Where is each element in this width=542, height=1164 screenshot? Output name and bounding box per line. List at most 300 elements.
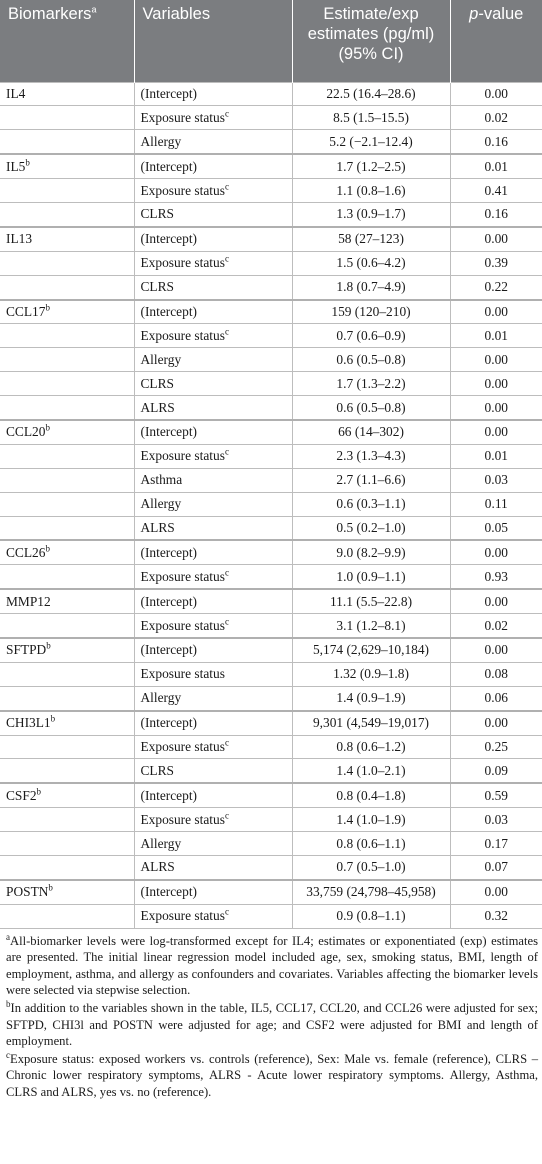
biomarker-cell	[0, 662, 134, 686]
biomarker-cell	[0, 154, 134, 178]
table-row	[0, 468, 542, 492]
biomarker-cell	[0, 492, 134, 516]
pvalue-cell	[450, 759, 542, 783]
estimate-cell-text: 8.5 (1.5–15.5)	[333, 109, 409, 125]
variable-cell-superscript: c	[224, 906, 229, 917]
biomarker-cell	[0, 856, 134, 880]
table-row	[0, 808, 542, 832]
table-row	[0, 82, 542, 106]
pvalue-cell-text: 0.02	[484, 109, 508, 125]
biomarker-cell-text: IL5	[6, 158, 26, 174]
variable-cell	[134, 300, 292, 324]
pvalue-cell-text: 0.17	[484, 835, 508, 851]
estimate-cell	[292, 614, 450, 638]
table-row	[0, 275, 542, 299]
variable-cell-text: (Intercept)	[140, 303, 197, 319]
pvalue-cell	[450, 130, 542, 154]
variable-cell-superscript: c	[224, 810, 229, 821]
biomarker-cell-text: CCL17	[6, 303, 46, 319]
pvalue-cell-text: 0.00	[484, 593, 508, 609]
variable-cell	[134, 275, 292, 299]
estimate-cell-text: 1.7 (1.2–2.5)	[336, 158, 406, 174]
table-row	[0, 589, 542, 613]
estimate-cell	[292, 735, 450, 759]
pvalue-cell-text: 0.00	[484, 642, 508, 658]
variable-cell-text: CLRS	[140, 206, 174, 222]
variable-cell-text: ALRS	[140, 859, 175, 875]
pvalue-cell	[450, 832, 542, 856]
variable-cell-text: Allergy	[140, 496, 182, 512]
pvalue-cell	[450, 468, 542, 492]
variable-cell-text: (Intercept)	[140, 715, 197, 731]
variable-cell	[134, 856, 292, 880]
table-row	[0, 251, 542, 275]
estimate-cell-text: 1.4 (1.0–1.9)	[336, 811, 406, 827]
table-row	[0, 904, 542, 928]
variable-cell	[134, 904, 292, 928]
header-pvalue-italic: p	[469, 5, 479, 23]
estimate-cell-text: 0.6 (0.5–0.8)	[336, 399, 406, 415]
pvalue-cell	[450, 444, 542, 468]
pvalue-cell-text: 0.00	[484, 351, 508, 367]
pvalue-cell-text: 0.00	[484, 399, 508, 415]
pvalue-cell-text: 0.00	[484, 85, 508, 101]
biomarker-cell	[0, 880, 134, 904]
estimate-cell-text: 1.32 (0.9–1.8)	[333, 666, 409, 682]
variable-cell	[134, 348, 292, 372]
variable-cell-superscript: c	[224, 253, 229, 264]
estimate-cell-text: 1.8 (0.7–4.9)	[336, 279, 406, 295]
pvalue-cell-text: 0.16	[484, 133, 508, 149]
variable-cell	[134, 880, 292, 904]
estimate-cell-text: 1.7 (1.3–2.2)	[336, 375, 406, 391]
footnote-text: In addition to the variables shown in the table, IL5, CCL17, CCL20, and CCL26 were adjusted for sex; SFTPD, CHI3l and POSTN were adjusted for age; and CSF2 were adjusted for BMI and length of employment.	[6, 1001, 538, 1049]
pvalue-cell	[450, 348, 542, 372]
pvalue-cell-text: 0.16	[484, 206, 508, 222]
pvalue-cell-text: 0.09	[484, 762, 508, 778]
table-row	[0, 106, 542, 130]
estimate-cell-text: 1.4 (0.9–1.9)	[336, 690, 406, 706]
estimate-cell-text: 1.4 (1.0–2.1)	[336, 762, 406, 778]
biomarker-cell	[0, 444, 134, 468]
table-row	[0, 227, 542, 251]
variable-cell	[134, 106, 292, 130]
pvalue-cell	[450, 735, 542, 759]
estimate-cell	[292, 492, 450, 516]
variable-cell-text: (Intercept)	[140, 231, 197, 247]
estimate-cell	[292, 880, 450, 904]
variable-cell-text: Asthma	[140, 472, 183, 488]
pvalue-cell-text: 0.41	[484, 182, 508, 198]
biomarker-cell	[0, 540, 134, 564]
estimate-cell-text: 2.3 (1.3–4.3)	[336, 448, 406, 464]
variable-cell	[134, 783, 292, 807]
biomarker-cell-superscript: b	[46, 640, 51, 651]
estimate-cell-text: 3.1 (1.2–8.1)	[336, 617, 406, 633]
header-row	[0, 0, 542, 82]
estimate-cell-text: 0.9 (0.8–1.1)	[336, 908, 406, 924]
pvalue-cell	[450, 614, 542, 638]
header-biomarkers-sup: a	[91, 4, 97, 15]
variable-cell	[134, 420, 292, 444]
biomarker-cell	[0, 106, 134, 130]
biomarker-cell-superscript: b	[45, 422, 50, 433]
header-variables: Variables	[134, 0, 292, 82]
variable-cell-text: ALRS	[140, 399, 175, 415]
header-estimate: Estimate/exp estimates (pg/ml) (95% CI)	[292, 0, 450, 82]
table-row	[0, 540, 542, 564]
variable-cell	[134, 372, 292, 396]
variable-cell-text: Allergy	[140, 351, 182, 367]
variable-cell-text: CLRS	[140, 279, 174, 295]
estimate-cell-text: 58 (27–123)	[338, 231, 404, 247]
variable-cell-superscript: c	[224, 446, 229, 457]
pvalue-cell	[450, 396, 542, 420]
table-row	[0, 444, 542, 468]
biomarker-cell-superscript: b	[48, 882, 53, 893]
pvalue-cell-text: 0.00	[484, 715, 508, 731]
table-row	[0, 662, 542, 686]
pvalue-cell	[450, 154, 542, 178]
variable-cell	[134, 227, 292, 251]
variable-cell	[134, 832, 292, 856]
variable-cell-text: Exposure status	[140, 811, 225, 827]
table-row	[0, 492, 542, 516]
variable-cell-text: (Intercept)	[140, 787, 197, 803]
biomarker-cell	[0, 420, 134, 444]
biomarker-cell	[0, 468, 134, 492]
variable-cell-text: (Intercept)	[140, 884, 197, 900]
table-row	[0, 783, 542, 807]
biomarker-cell-text: CCL26	[6, 544, 46, 560]
biomarker-cell	[0, 686, 134, 710]
estimate-cell-text: 5.2 (−2.1–12.4)	[329, 133, 413, 149]
table-row	[0, 300, 542, 324]
estimate-cell-text: 33,759 (24,798–45,958)	[306, 884, 436, 900]
variable-cell-text: (Intercept)	[140, 158, 197, 174]
variable-cell-superscript: c	[224, 737, 229, 748]
variable-cell-text: Allergy	[140, 133, 182, 149]
table-row	[0, 130, 542, 154]
estimate-cell	[292, 565, 450, 589]
variable-cell-text: Exposure status	[140, 182, 225, 198]
variable-cell-text: CLRS	[140, 762, 174, 778]
variable-cell	[134, 516, 292, 540]
pvalue-cell-text: 0.03	[484, 811, 508, 827]
table-row	[0, 759, 542, 783]
estimate-cell-text: 66 (14–302)	[338, 424, 404, 440]
biomarker-cell	[0, 589, 134, 613]
estimate-cell	[292, 251, 450, 275]
biomarker-cell-text: CHI3L1	[6, 715, 51, 731]
estimate-cell	[292, 444, 450, 468]
variable-cell	[134, 565, 292, 589]
pvalue-cell	[450, 711, 542, 735]
estimate-cell	[292, 783, 450, 807]
biomarker-cell	[0, 614, 134, 638]
table-row	[0, 735, 542, 759]
variable-cell-superscript: c	[224, 567, 229, 578]
variable-cell	[134, 614, 292, 638]
estimate-cell-text: 9,301 (4,549–19,017)	[312, 715, 430, 731]
pvalue-cell	[450, 589, 542, 613]
biomarker-cell-text: CCL20	[6, 424, 46, 440]
variable-cell	[134, 202, 292, 226]
pvalue-cell-text: 0.22	[484, 279, 508, 295]
header-biomarkers	[0, 0, 134, 82]
table-row	[0, 324, 542, 348]
pvalue-cell-text: 0.01	[484, 158, 508, 174]
biomarker-cell	[0, 348, 134, 372]
pvalue-cell-text: 0.00	[484, 303, 508, 319]
biomarker-cell-superscript: b	[50, 713, 56, 724]
estimate-cell	[292, 300, 450, 324]
table-row	[0, 614, 542, 638]
estimate-cell	[292, 711, 450, 735]
pvalue-cell-text: 0.00	[484, 424, 508, 440]
estimate-cell-text: 0.7 (0.6–0.9)	[336, 327, 406, 343]
variable-cell-text: Exposure status	[140, 255, 225, 271]
biomarker-cell	[0, 808, 134, 832]
pvalue-cell	[450, 324, 542, 348]
estimate-cell	[292, 662, 450, 686]
footnote-mark: c	[6, 1049, 10, 1060]
table-row	[0, 880, 542, 904]
variable-cell-text: (Intercept)	[140, 424, 197, 440]
footnote-mark: b	[6, 998, 11, 1009]
pvalue-cell-text: 0.00	[484, 375, 508, 391]
estimate-cell	[292, 179, 450, 203]
header-biomarkers-label: Biomarkers	[8, 5, 92, 23]
estimate-cell	[292, 348, 450, 372]
footnote	[6, 933, 538, 999]
biomarker-cell	[0, 396, 134, 420]
biomarker-cell-text: SFTPD	[6, 642, 47, 658]
pvalue-cell	[450, 565, 542, 589]
biomarker-cell-superscript: b	[36, 786, 42, 797]
table-row	[0, 348, 542, 372]
pvalue-cell	[450, 227, 542, 251]
estimate-cell	[292, 372, 450, 396]
estimate-cell	[292, 638, 450, 662]
table-row	[0, 420, 542, 444]
pvalue-cell-text: 0.07	[484, 859, 508, 875]
variable-cell-text: Exposure status	[140, 448, 225, 464]
biomarker-cell	[0, 251, 134, 275]
estimate-cell-text: 5,174 (2,629–10,184)	[312, 642, 430, 658]
variable-cell-text: Exposure status	[140, 617, 225, 633]
pvalue-cell	[450, 82, 542, 106]
variable-cell	[134, 759, 292, 783]
biomarker-cell	[0, 130, 134, 154]
variable-cell	[134, 324, 292, 348]
variable-cell-text: Allergy	[140, 835, 182, 851]
variable-cell-text: Exposure status	[140, 327, 225, 343]
pvalue-cell	[450, 372, 542, 396]
pvalue-cell-text: 0.59	[484, 787, 508, 803]
estimate-cell	[292, 324, 450, 348]
variable-cell	[134, 179, 292, 203]
pvalue-cell-text: 0.00	[484, 544, 508, 560]
variable-cell	[134, 468, 292, 492]
variable-cell	[134, 444, 292, 468]
pvalue-cell-text: 0.00	[484, 884, 508, 900]
table-body	[0, 82, 542, 928]
variable-cell-text: Exposure status	[140, 738, 225, 754]
estimate-cell	[292, 130, 450, 154]
variable-cell	[134, 251, 292, 275]
table-row	[0, 686, 542, 710]
pvalue-cell-text: 0.01	[484, 327, 508, 343]
biomarker-cell	[0, 783, 134, 807]
estimate-cell-text: 9.0 (8.2–9.9)	[336, 544, 406, 560]
table-row	[0, 638, 542, 662]
biomarker-cell	[0, 832, 134, 856]
variable-cell-text: (Intercept)	[140, 593, 197, 609]
pvalue-cell	[450, 783, 542, 807]
table-header	[0, 0, 542, 82]
table-row	[0, 179, 542, 203]
variable-cell	[134, 662, 292, 686]
header-pvalue-rest: -value	[478, 5, 524, 23]
biomarker-cell	[0, 227, 134, 251]
pvalue-cell	[450, 808, 542, 832]
estimate-cell	[292, 808, 450, 832]
biomarker-cell	[0, 711, 134, 735]
estimate-cell	[292, 106, 450, 130]
variable-cell-superscript: c	[224, 616, 229, 627]
header-pvalue	[450, 0, 542, 82]
estimate-cell	[292, 686, 450, 710]
biomarker-cell-text: POSTN	[6, 884, 49, 900]
biomarker-cell	[0, 759, 134, 783]
pvalue-cell	[450, 275, 542, 299]
table-row	[0, 372, 542, 396]
footnotes	[0, 929, 542, 1101]
estimate-cell	[292, 540, 450, 564]
pvalue-cell	[450, 880, 542, 904]
pvalue-cell	[450, 300, 542, 324]
estimate-cell-text: 0.6 (0.3–1.1)	[336, 496, 406, 512]
estimate-cell-text: 0.8 (0.4–1.8)	[336, 787, 406, 803]
estimate-cell-text: 22.5 (16.4–28.6)	[326, 85, 416, 101]
variable-cell-text: Allergy	[140, 690, 182, 706]
variable-cell	[134, 540, 292, 564]
biomarker-cell-text: IL13	[6, 231, 33, 247]
table-row	[0, 202, 542, 226]
estimate-cell	[292, 420, 450, 444]
estimate-cell	[292, 516, 450, 540]
pvalue-cell	[450, 420, 542, 444]
biomarker-cell	[0, 300, 134, 324]
biomarker-cell	[0, 179, 134, 203]
estimate-cell	[292, 275, 450, 299]
estimate-cell	[292, 856, 450, 880]
estimate-cell	[292, 589, 450, 613]
pvalue-cell	[450, 106, 542, 130]
estimate-cell-text: 11.1 (5.5–22.8)	[329, 593, 413, 609]
biomarker-cell	[0, 516, 134, 540]
footnote-text: Exposure status: exposed workers vs. controls (reference), Sex: Male vs. female (reference), CLRS – Chronic lower respiratory symptoms, ALRS - Acute lower respiratory symptoms. Allergy, Asthma, CLRS and ALRS, yes vs. no (reference).	[6, 1051, 538, 1100]
pvalue-cell	[450, 251, 542, 275]
table-row	[0, 832, 542, 856]
biomarker-cell	[0, 638, 134, 662]
estimate-cell	[292, 396, 450, 420]
biomarker-cell	[0, 324, 134, 348]
variable-cell	[134, 735, 292, 759]
biomarker-cell-text: MMP12	[6, 593, 51, 609]
estimate-cell-text: 159 (120–210)	[331, 303, 411, 319]
biomarker-cell-superscript: b	[45, 302, 50, 313]
pvalue-cell	[450, 179, 542, 203]
pvalue-cell	[450, 662, 542, 686]
biomarker-cell-text: CSF2	[6, 787, 37, 803]
pvalue-cell	[450, 492, 542, 516]
pvalue-cell-text: 0.08	[484, 666, 508, 682]
pvalue-cell-text: 0.03	[484, 472, 508, 488]
footnote-mark: a	[6, 931, 10, 942]
variable-cell-text: CLRS	[140, 375, 174, 391]
pvalue-cell-text: 0.01	[484, 448, 508, 464]
pvalue-cell-text: 0.05	[484, 519, 508, 535]
variable-cell-text: (Intercept)	[140, 544, 197, 560]
estimate-cell-text: 0.8 (0.6–1.1)	[336, 835, 406, 851]
estimate-cell-text: 1.0 (0.9–1.1)	[336, 568, 406, 584]
biomarker-cell	[0, 904, 134, 928]
pvalue-cell	[450, 686, 542, 710]
estimate-cell	[292, 759, 450, 783]
variable-cell	[134, 154, 292, 178]
pvalue-cell	[450, 202, 542, 226]
biomarker-cell-superscript: b	[25, 157, 30, 168]
variable-cell-superscript: c	[224, 326, 229, 337]
estimate-cell-text: 0.6 (0.5–0.8)	[336, 351, 406, 367]
variable-cell	[134, 711, 292, 735]
estimate-cell	[292, 227, 450, 251]
biomarker-cell	[0, 82, 134, 106]
variable-cell	[134, 492, 292, 516]
pvalue-cell	[450, 638, 542, 662]
pvalue-cell-text: 0.25	[484, 738, 508, 754]
table-row	[0, 154, 542, 178]
estimate-cell-text: 0.8 (0.6–1.2)	[336, 738, 406, 754]
variable-cell	[134, 808, 292, 832]
pvalue-cell	[450, 540, 542, 564]
pvalue-cell-text: 0.06	[484, 690, 508, 706]
table-row	[0, 711, 542, 735]
biomarker-cell	[0, 275, 134, 299]
pvalue-cell	[450, 904, 542, 928]
variable-cell-text: Exposure status	[140, 908, 225, 924]
estimate-cell-text: 0.7 (0.5–1.0)	[336, 859, 406, 875]
pvalue-cell	[450, 516, 542, 540]
variable-cell	[134, 82, 292, 106]
pvalue-cell-text: 0.32	[484, 908, 508, 924]
estimate-cell	[292, 82, 450, 106]
estimate-cell-text: 1.1 (0.8–1.6)	[336, 182, 406, 198]
table-row	[0, 396, 542, 420]
variable-cell-text: (Intercept)	[140, 642, 197, 658]
pvalue-cell	[450, 856, 542, 880]
table-row	[0, 856, 542, 880]
variable-cell	[134, 686, 292, 710]
estimate-cell-text: 1.3 (0.9–1.7)	[336, 206, 406, 222]
footnote-text: All-biomarker levels were log-transformed except for IL4; estimates or exponentiated (exp) estimates are presented. The initial linear regression model included age, sex, smoking status, BMI, length of employment, asthma, and allergy as confounders and covariates. Variables affecting the biomarker levels were selected via stepwise selection.	[6, 933, 538, 998]
biomarker-cell	[0, 565, 134, 589]
estimate-cell	[292, 904, 450, 928]
variable-cell-text: ALRS	[140, 519, 175, 535]
pvalue-cell-text: 0.11	[484, 496, 508, 512]
